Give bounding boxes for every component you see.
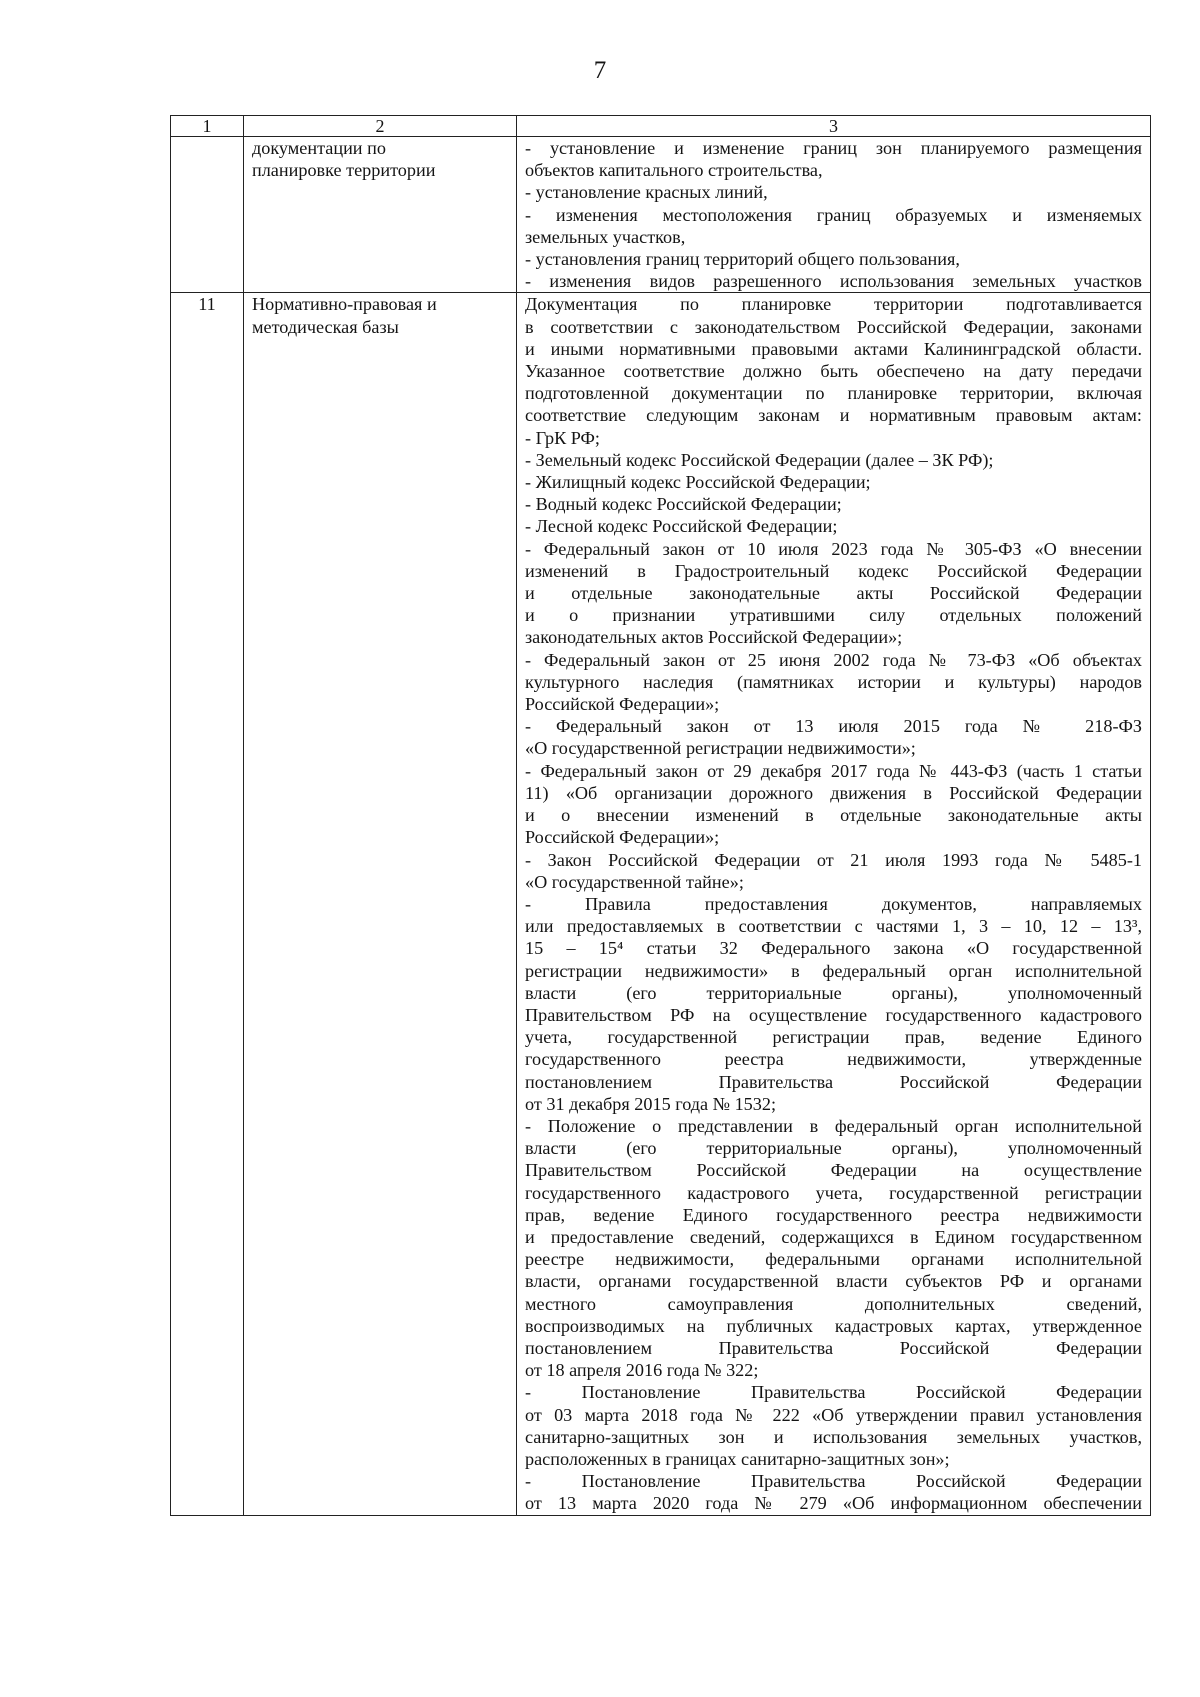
- content-line: - изменения местоположения границ образуемых и изменяемых: [525, 204, 1142, 225]
- content-line: и о признании утратившими силу отдельных положений: [525, 605, 1142, 626]
- content-line: государственного кадастрового учета, государственной регистрации: [525, 1182, 1142, 1203]
- content-line: - Закон Российской Федерации от 21 июля 1993 года № 5485-1: [525, 849, 1142, 870]
- column-header: 2: [244, 116, 517, 137]
- content-line: - Постановление Правительства Российской Федерации: [525, 1471, 1142, 1492]
- content-line: - Правила предоставления документов, направляемых: [525, 893, 1142, 914]
- content-line: Указанное соответствие должно быть обеспечено на дату передачи: [525, 361, 1142, 382]
- content-line: местного самоуправления дополнительных сведений,: [525, 1293, 1142, 1314]
- content-line: Правительством Российской Федерации на осуществление: [525, 1160, 1142, 1181]
- requirements-table: [170, 115, 1151, 1516]
- content-line: - установление красных линий,: [525, 182, 768, 203]
- content-line: от 13 марта 2020 года № 279 «Об информационном обеспечении: [525, 1493, 1142, 1514]
- content-line: законодательных актов Российской Федерации»;: [525, 627, 903, 648]
- row-content: [517, 137, 1151, 293]
- row-number: 11: [171, 293, 244, 1515]
- content-line: - Федеральный закон от 29 декабря 2017 года № 443-ФЗ (часть 1 статьи: [525, 760, 1142, 781]
- content-line: «О государственной регистрации недвижимости»;: [525, 738, 916, 759]
- row-name-line: Нормативно-правовая и: [252, 294, 437, 315]
- content-line: культурного наследия (памятниках истории и культуры) народов: [525, 671, 1142, 692]
- content-line: - изменения видов разрешенного использования земельных участков: [525, 271, 1142, 292]
- content-line: изменений в Градостроительный кодекс Российской Федерации: [525, 560, 1142, 581]
- column-header: 3: [517, 116, 1151, 137]
- content-line: и иными нормативными правовыми актами Калининградской области.: [525, 338, 1142, 359]
- row-name-line: методическая базы: [252, 316, 399, 337]
- content-line: земельных участков,: [525, 226, 686, 247]
- row-name-line: документации по: [252, 138, 386, 158]
- content-line: соответствие следующим законам и нормативным правовым актам:: [525, 405, 1142, 426]
- content-line: - Жилищный кодекс Российской Федерации;: [525, 472, 871, 493]
- content-line: государственного реестра недвижимости, утвержденные: [525, 1049, 1142, 1070]
- content-line: от 31 декабря 2015 года № 1532;: [525, 1093, 777, 1114]
- page-number: 7: [593, 57, 607, 84]
- content-line: - Федеральный закон от 13 июля 2015 года № 218-ФЗ: [525, 716, 1142, 737]
- content-line: воспроизводимых на публичных кадастровых картах, утвержденное: [525, 1315, 1142, 1336]
- content-line: 11) «Об организации дорожного движения в Российской Федерации: [525, 782, 1142, 803]
- content-line: в соответствии с законодательством Российской Федерации, законами: [525, 316, 1142, 337]
- content-line: Российской Федерации»;: [525, 827, 720, 848]
- content-line: от 18 апреля 2016 года № 322;: [525, 1360, 759, 1381]
- content-line: - Земельный кодекс Российской Федерации (далее – ЗК РФ);: [525, 449, 994, 470]
- content-line: санитарно-защитных зон и использования земельных участков,: [525, 1426, 1142, 1447]
- content-line: Российской Федерации»;: [525, 694, 720, 715]
- row-content: [517, 293, 1151, 1515]
- content-line: от 03 марта 2018 года № 222 «Об утверждении правил установления: [525, 1404, 1142, 1425]
- content-line: власти (его территориальные органы), уполномоченный: [525, 1138, 1142, 1159]
- content-line: «О государственной тайне»;: [525, 871, 744, 892]
- content-line: Правительством РФ на осуществление государственного кадастрового: [525, 1004, 1142, 1025]
- content-line: - Федеральный закон от 10 июля 2023 года № 305-ФЗ «О внесении: [525, 538, 1142, 559]
- row-name: [244, 293, 517, 1515]
- content-line: - установление и изменение границ зон планируемого размещения: [525, 138, 1142, 158]
- content-line: и о внесении изменений в отдельные законодательные акты: [525, 805, 1142, 826]
- row-name: [244, 137, 517, 293]
- table-row: [171, 293, 1151, 1515]
- content-line: регистрации недвижимости» в федеральный орган исполнительной: [525, 960, 1142, 981]
- content-line: власти (его территориальные органы), уполномоченный: [525, 982, 1142, 1003]
- content-line: и отдельные законодательные акты Российской Федерации: [525, 583, 1142, 604]
- table-header-row: [171, 116, 1151, 137]
- column-header: 1: [171, 116, 244, 137]
- content-line: - Федеральный закон от 25 июня 2002 года № 73-ФЗ «Об объектах: [525, 649, 1142, 670]
- row-name-line: планировке территории: [252, 160, 436, 181]
- content-line: - Водный кодекс Российской Федерации;: [525, 494, 842, 515]
- content-line: прав, ведение Единого государственного реестра недвижимости: [525, 1204, 1142, 1225]
- content-line: - Лесной кодекс Российской Федерации;: [525, 516, 838, 537]
- content-line: или предоставляемых в соответствии с частями 1, 3 – 10, 12 – 13³,: [525, 916, 1142, 937]
- content-line: учета, государственной регистрации прав, ведение Единого: [525, 1027, 1142, 1048]
- content-line: - установления границ территорий общего пользования,: [525, 249, 960, 270]
- content-line: расположенных в границах санитарно-защитных зон»;: [525, 1448, 950, 1469]
- content-line: власти, органами государственной власти субъектов РФ и органами: [525, 1271, 1142, 1292]
- content-line: объектов капитального строительства,: [525, 160, 823, 181]
- content-line: постановлением Правительства Российской Федерации: [525, 1071, 1142, 1092]
- content-line: и предоставление сведений, содержащихся в Едином государственном: [525, 1226, 1142, 1247]
- content-line: постановлением Правительства Российской Федерации: [525, 1337, 1142, 1358]
- table-row: [171, 137, 1151, 293]
- content-line: подготовленной документации по планировке территории, включая: [525, 383, 1142, 404]
- content-line: - ГрК РФ;: [525, 427, 600, 448]
- content-line: - Постановление Правительства Российской Федерации: [525, 1382, 1142, 1403]
- row-number: [171, 137, 244, 293]
- content-line: - Положение о представлении в федеральный орган исполнительной: [525, 1115, 1142, 1136]
- content-line: 15 – 15⁴ статьи 32 Федерального закона «О государственной: [525, 938, 1142, 959]
- content-line: реестре недвижимости, федеральными органами исполнительной: [525, 1249, 1142, 1270]
- content-line: Документация по планировке территории подготавливается: [525, 294, 1142, 315]
